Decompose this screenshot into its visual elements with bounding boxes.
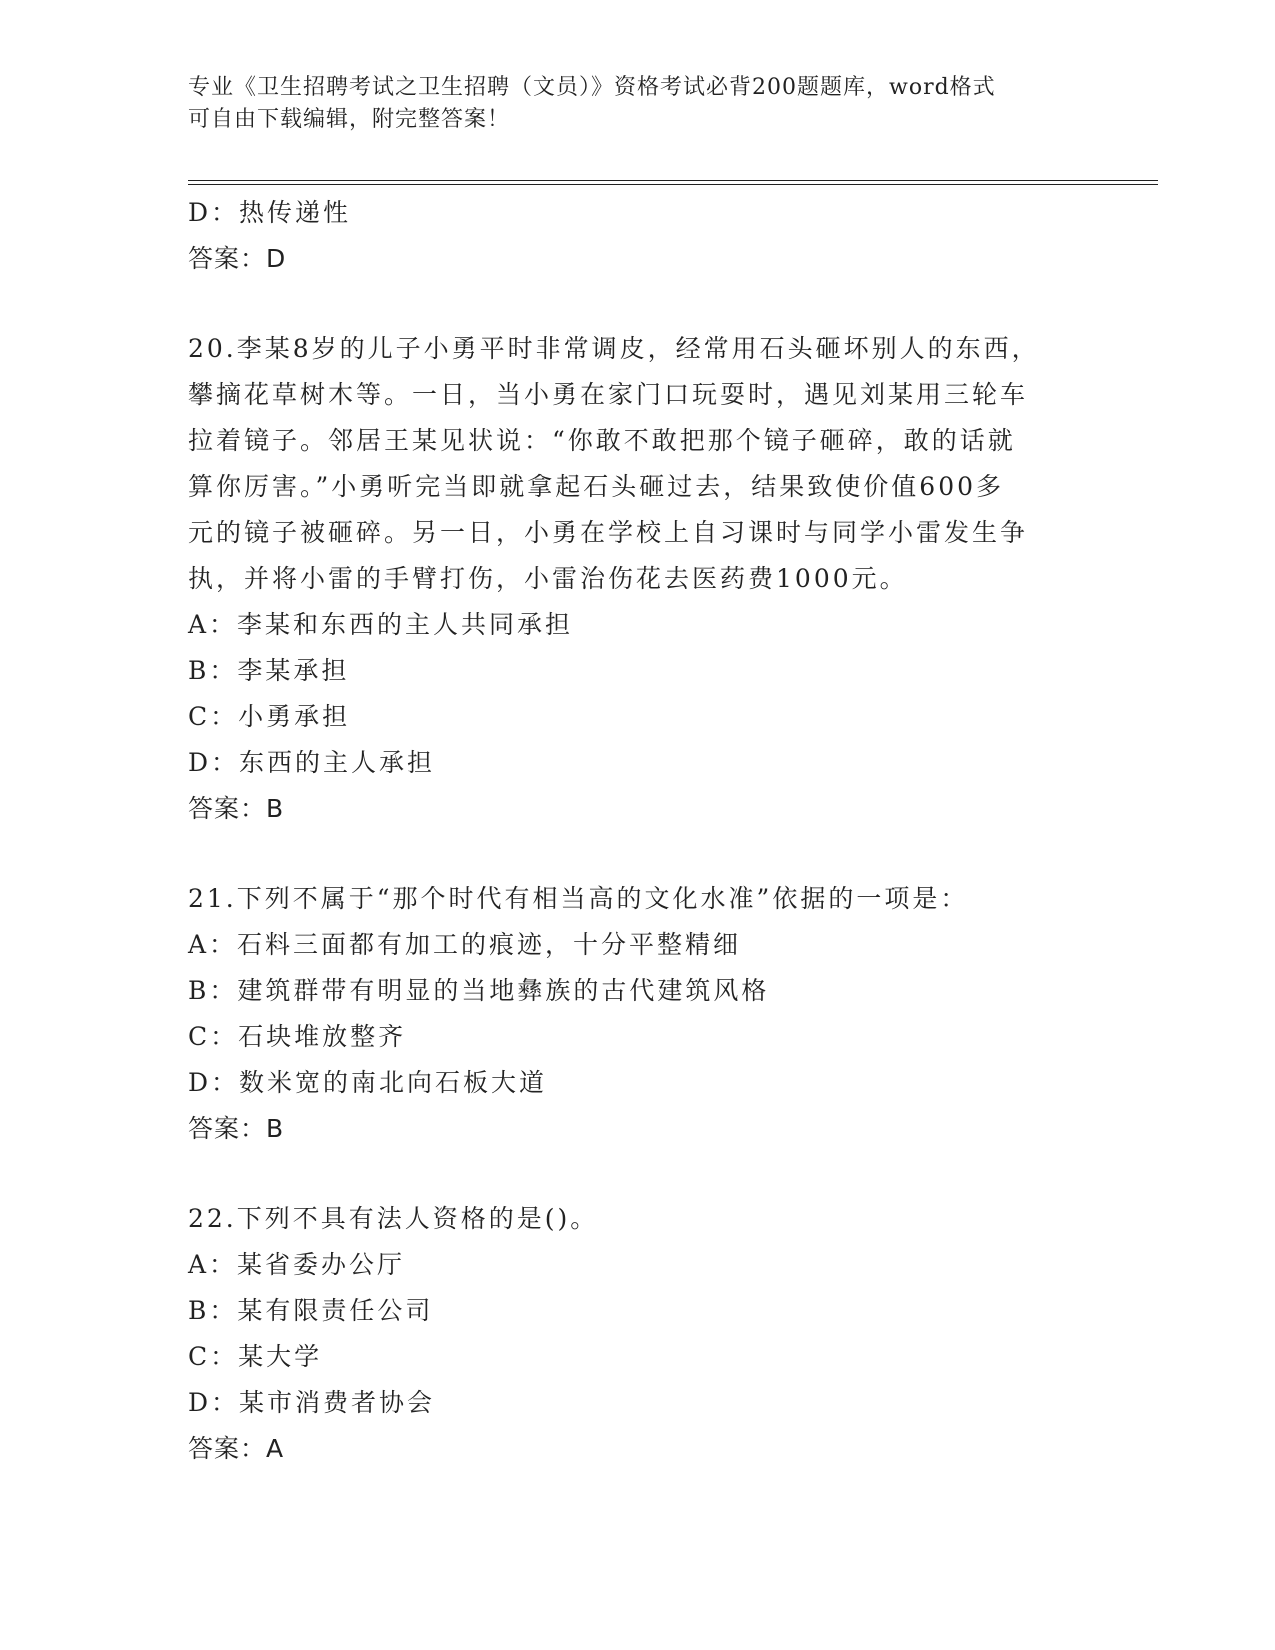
question-20 [188,326,1068,832]
q21-stem: 21.下列不属于“那个时代有相当高的文化水准”依据的一项是： [188,884,969,913]
q20-stem-line: 20.李某8岁的儿子小勇平时非常调皮，经常用石头砸坏别人的东西， [188,334,1040,363]
header-line-2: 可自由下载编辑，附完整答案！ [188,107,511,132]
question-21 [188,876,1068,1152]
q22-option-b: B：某有限责任公司 [188,1296,434,1325]
q20-answer: 答案：B [188,794,285,823]
q21-option-d: D：数米宽的南北向石板大道 [188,1068,548,1097]
q20-option-b: B：李某承担 [188,656,350,685]
q20-stem-line: 算你厉害。”小勇听完当即就拿起石头砸过去，结果致使价值600多 [188,472,1005,501]
q20-stem-line: 攀摘花草树木等。一日，当小勇在家门口玩耍时，遇见刘某用三轮车 [188,380,1029,409]
question-22 [188,1196,1068,1472]
header-line-1: 专业《卫生招聘考试之卫生招聘（文员）》资格考试必背200题题库，word格式 [188,75,996,100]
q20-stem-line: 元的镜子被砸碎。另一日，小勇在学校上自习课时与同学小雷发生争 [188,518,1029,547]
q22-stem: 22.下列不具有法人资格的是()。 [188,1204,599,1233]
prev-option-d: D：热传递性 [188,198,352,227]
q21-option-b: B：建筑群带有明显的当地彝族的古代建筑风格 [188,976,770,1005]
q20-option-c: C：小勇承担 [188,702,351,731]
header-divider-top [188,180,1158,181]
q22-option-c: C：某大学 [188,1342,323,1371]
q20-stem-line: 拉着镜子。邻居王某见状说：“你敢不敢把那个镜子砸碎，敢的话就 [188,426,1016,455]
document-header [188,72,1088,136]
q22-option-a: A：某省委办公厅 [188,1250,406,1279]
q21-option-a: A：石料三面都有加工的痕迹，十分平整精细 [188,930,742,959]
q22-answer: 答案：A [188,1434,285,1463]
q20-option-d: D：东西的主人承担 [188,748,436,777]
q21-option-c: C：石块堆放整齐 [188,1022,407,1051]
q20-stem-line: 执，并将小雷的手臂打伤，小雷治伤花去医药费1000元。 [188,564,908,593]
q20-option-a: A：李某和东西的主人共同承担 [188,610,574,639]
q22-option-d: D：某市消费者协会 [188,1388,436,1417]
q21-answer: 答案：B [188,1114,285,1143]
header-divider-bottom [188,184,1158,185]
document-body [188,190,1068,1472]
prev-answer: 答案：D [188,244,287,273]
